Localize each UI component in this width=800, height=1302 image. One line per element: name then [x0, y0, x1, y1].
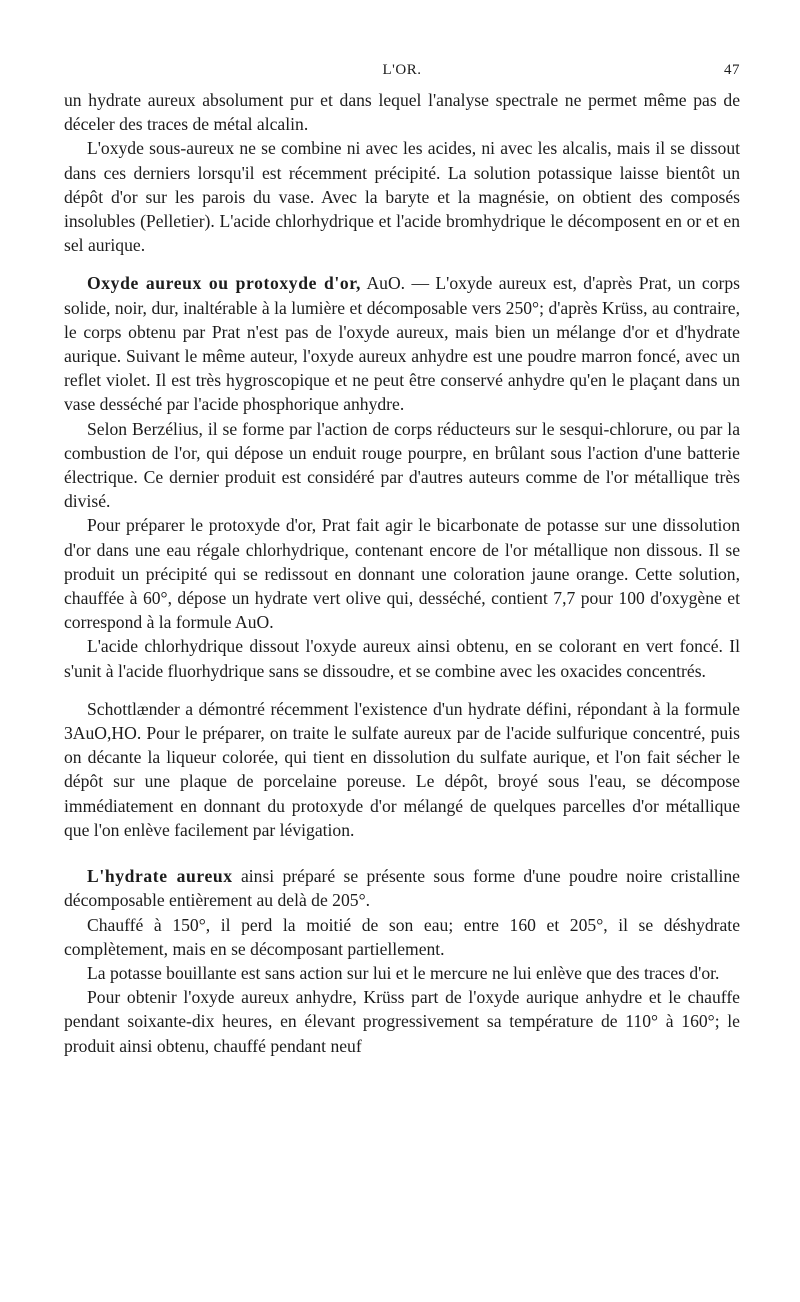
page-number: 47	[724, 62, 740, 78]
page-body	[64, 88, 740, 1058]
paragraph: Pour préparer le protoxyde d'or, Prat fait agir le bicarbonate de potasse sur une dissolution d'or dans une eau régale chlorhydrique, contenant encore de l'or métallique non dissous. Il se produit un précipité qui se redissout en donnant une coloration jaune orange. Cette solution, chauffée à 60°, dépose un hydrate vert olive qui, desséché, contient 7,7 pour 100 d'oxygène et correspond à la formule AuO.	[64, 515, 740, 633]
paragraph-text: AuO. — L'oxyde aureux est, d'après Prat, un corps solide, noir, dur, inaltérable à la lumière et décomposable vers 250°; d'après Krüss, au contraire, le corps obtenu par Prat n'est pas de l'oxyde aureux, mais bien un mélange d'or et d'hydrate aurique. Suivant le même auteur, l'oxyde aureux anhydre est une poudre marron foncé, avec un reflet violet. Il est très hygroscopique et ne peut être conservé anhydre qu'en le plaçant dans un vase desséché par l'acide phosphorique anhydre.	[64, 273, 740, 415]
paragraph: L'oxyde sous-aureux ne se combine ni avec les acides, ni avec les alcalis, mais il se dissout dans ces derniers lorsqu'il est récemment précipité. La solution potassique laisse bientôt un dépôt d'or sur les parois du vase. Avec la baryte et la magnésie, on obtient des composés insolubles (Pelletier). L'acide chlorhydrique et l'acide bromhydrique le décomposent en or et en sel aurique.	[64, 138, 740, 256]
running-title: L'OR.	[382, 62, 422, 78]
section-heading: L'hydrate aureux	[87, 866, 233, 887]
paragraph: Pour obtenir l'oxyde aureux anhydre, Krüss part de l'oxyde aurique anhydre et le chauffe pendant soixante-dix heures, en élevant progressivement sa température de 110° à 160°; le produit ainsi obtenu, chauffé pendant neuf	[64, 987, 740, 1056]
paragraph: Selon Berzélius, il se forme par l'action de corps réducteurs sur le sesqui-chlorure, ou par la combustion de l'or, qui dépose un enduit rouge pourpre, en brûlant sous l'action d'une batterie électrique. Ce dernier produit est considéré par d'autres auteurs comme de l'or métallique très divisé.	[64, 418, 740, 512]
paragraph: Chauffé à 150°, il perd la moitié de son eau; entre 160 et 205°, il se déshydrate complètement, mais en se décomposant partiellement.	[64, 914, 740, 959]
paragraph-oxyde-aureux	[64, 271, 740, 416]
paragraph: Schottlænder a démontré récemment l'existence d'un hydrate défini, répondant à la formule 3AuO,HO. Pour le préparer, on traite le sulfate aureux par de l'acide sulfurique concentré, puis on décante la liqueur colorée, qui tient en dissolution du sulfate aurique, et l'on fait sécher le dépôt sur une plaque de porcelaine poreuse. Le dépôt, broyé sous l'eau, se décompose immédiatement en donnant du protoxyde d'or mélangé de quelques parcelles d'or métallique que l'on enlève facilement par lévigation.	[64, 698, 740, 840]
paragraph: La potasse bouillante est sans action sur lui et le mercure ne lui enlève que des traces d'or.	[87, 962, 720, 983]
paragraph-text: ainsi préparé se présente sous forme d'une poudre noire cristalline décomposable entièrement au delà de 205°.	[64, 866, 740, 911]
paragraph: L'acide chlorhydrique dissout l'oxyde aureux ainsi obtenu, en se colorant en vert foncé. Il s'unit à l'acide fluorhydrique sans se dissoudre, et se combine avec les oxacides concentrés.	[64, 636, 740, 681]
running-header	[64, 62, 740, 84]
paragraph-hydrate-aureux	[64, 864, 740, 912]
section-heading: Oxyde aureux ou protoxyde d'or,	[87, 273, 362, 294]
paragraph-continued: un hydrate aureux absolument pur et dans lequel l'analyse spectrale ne permet même pas de déceler des traces de métal alcalin.	[64, 90, 740, 135]
